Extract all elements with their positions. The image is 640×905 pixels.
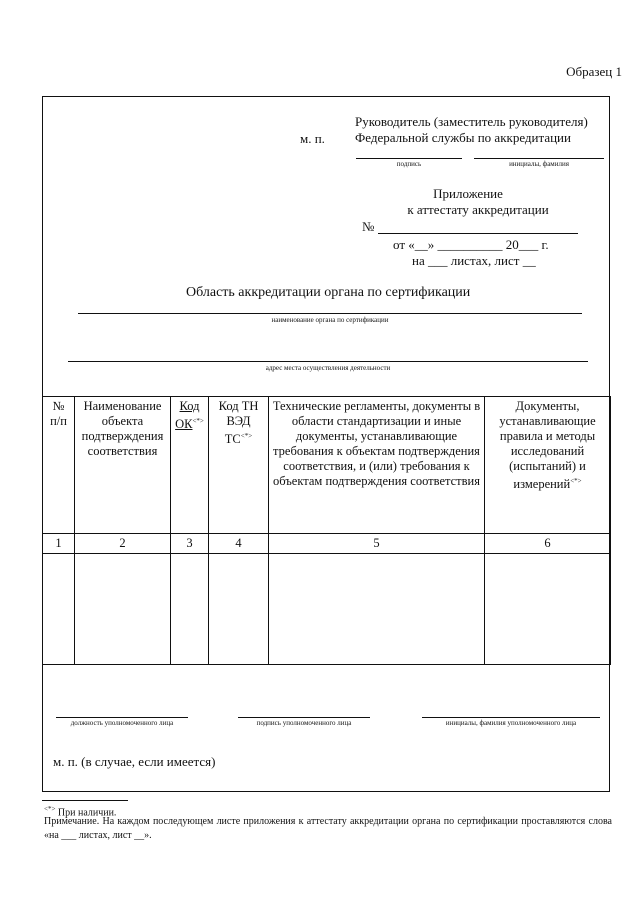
appendix-title: Приложение xyxy=(433,186,503,201)
table-cell xyxy=(209,554,269,665)
header-tnved-code xyxy=(209,397,269,534)
appendix-date-line: от «__» __________ 20___ г. xyxy=(393,237,549,252)
scope-table xyxy=(42,396,611,665)
org-name-line xyxy=(78,313,582,314)
table-cell xyxy=(171,554,209,665)
authorized-signature-caption: подпись уполномоченного лица xyxy=(256,719,352,727)
header-object-text: Наименование объекта подтверждения соответствия xyxy=(81,399,164,458)
footnote-marker: <*> xyxy=(570,477,582,485)
table-cell xyxy=(485,554,611,665)
authorized-name-caption: инициалы, фамилия уполномоченного лица xyxy=(445,719,577,727)
table-header-row xyxy=(43,397,611,534)
column-number-1: 1 xyxy=(43,534,75,554)
column-number-3: 3 xyxy=(171,534,209,554)
head-title-line1: Руководитель (заместитель руководителя) xyxy=(355,114,588,129)
header-num xyxy=(43,397,75,534)
header-ok-code-text: Код ОК xyxy=(175,399,200,432)
table-body-row xyxy=(43,554,611,665)
header-regulations-text: Технические регламенты, документы в области стандартизации и иные документы, устанавливающие требования к объектам подтверждения соответствия, и (или) требования к объектам подтверждения соответствия xyxy=(272,399,481,488)
footnote-note: Примечание. На каждом последующем листе приложения к аттестату аккредитации органа по сертификации проставляются слова «на ___ листах, лист __». xyxy=(44,816,612,841)
table-number-row xyxy=(43,534,611,554)
position-line xyxy=(56,717,188,718)
header-regulations xyxy=(269,397,485,534)
appendix-number-line xyxy=(378,233,578,234)
scope-title: Область аккредитации органа по сертификации xyxy=(186,285,471,300)
table-cell xyxy=(269,554,485,665)
header-ok-code xyxy=(171,397,209,534)
address-line xyxy=(68,361,588,362)
column-number-5: 5 xyxy=(269,534,485,554)
address-caption: адрес места осуществления деятельности xyxy=(265,364,391,372)
column-number-2: 2 xyxy=(75,534,171,554)
appendix-number-prefix: № xyxy=(362,219,375,234)
stamp-placeholder: м. п. xyxy=(300,131,325,146)
footnote-marker: <*> xyxy=(240,432,253,440)
column-number-6: 6 xyxy=(485,534,611,554)
footnote-separator xyxy=(42,800,128,801)
authorized-signature-line xyxy=(238,717,370,718)
name-caption: инициалы, фамилия xyxy=(509,160,569,168)
name-line xyxy=(474,158,604,159)
signature-line xyxy=(356,158,462,159)
header-tnved-code-text: Код ТН ВЭД ТС xyxy=(218,399,259,447)
header-object xyxy=(75,397,171,534)
position-caption: должность уполномоченного лица xyxy=(70,719,174,727)
authorized-name-line xyxy=(422,717,600,718)
footnote-marker: <*> xyxy=(192,417,204,425)
table-cell xyxy=(43,554,75,665)
org-name-caption: наименование органа по сертификации xyxy=(271,316,389,324)
stamp-note: м. п. (в случае, если имеется) xyxy=(53,754,216,769)
head-title-line2: Федеральной службы по аккредитации xyxy=(355,130,571,145)
header-methods-text: Документы, устанавливающие правила и методы исследований (испытаний) и измерений xyxy=(499,399,596,492)
header-num-text: № п/п xyxy=(50,399,67,428)
header-methods xyxy=(485,397,611,534)
signature-caption: подпись xyxy=(396,160,422,168)
appendix-to-certificate: к аттестату аккредитации xyxy=(407,202,549,217)
column-number-4: 4 xyxy=(209,534,269,554)
appendix-sheets-line: на ___ листах, лист __ xyxy=(412,253,536,268)
footnote-text: При наличии. xyxy=(57,807,117,819)
sample-label: Образец 1 xyxy=(566,64,622,79)
footnote-mark: <*> xyxy=(44,805,56,813)
table-cell xyxy=(75,554,171,665)
